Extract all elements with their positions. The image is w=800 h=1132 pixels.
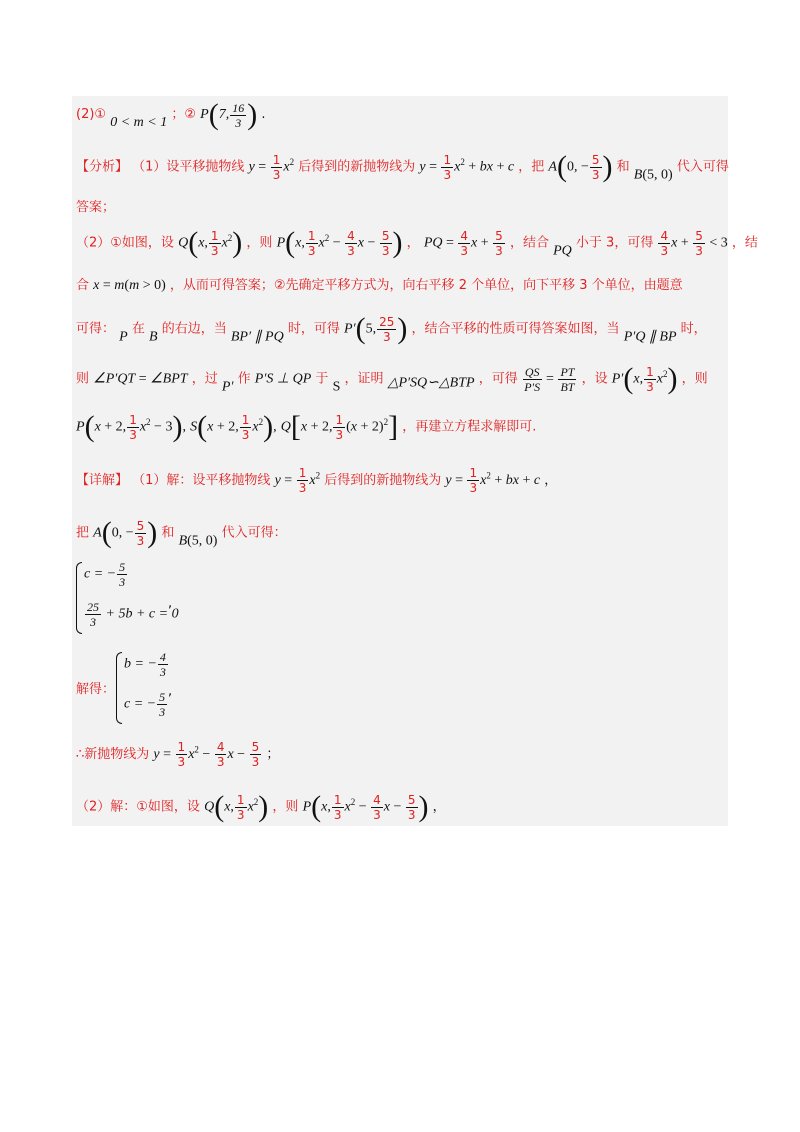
answer-range: 0 < m < 1 [110, 115, 168, 131]
system-1-comma: , [168, 596, 173, 611]
text: ， [432, 799, 446, 815]
analysis-line-1b [76, 196, 115, 215]
text: 时， [680, 321, 707, 337]
text: ，结 [731, 235, 758, 251]
analysis-line-5: 则 ∠P′QT = ∠BPT ，过 P′ 作 P′S ⊥ QP 于 S ，证明 △P′SQ∽△BTP ，可得 $\frac{QS}{P'S}$ = $\frac{PT}{BT}$ ，设 P′(x, $\frac{1}{3}$ $x^2$) ，则 [76, 362, 708, 395]
text: （2）①如图，设 [76, 235, 174, 251]
text: 后得到的新抛物线为 [324, 473, 442, 488]
text: ，再建立方程求解即可. [402, 419, 537, 435]
text: 解得： [76, 682, 116, 697]
text: （2）解：①如图，设 [76, 799, 200, 815]
system-brace-1 [76, 562, 82, 634]
system-2-eq-1: b = − $\frac{4}{3}$ [124, 650, 166, 679]
analysis-line-2: （2）①如图，设 Q(x, $\frac{1}{3}$ $x^2$) ，则 P(x, $\frac{1}{3}$ $x^2$ − $\frac{4}{3}$ x − $\frac{5}{3}$ ) ， PQ = $\frac{4}{3}$ x + $\frac{5}{3}$ ，结合 PQ 小于 3，可得 $\frac{4}{3}$ x + $\frac{5}{3}$ < 3 ，结 [76, 226, 758, 259]
system-brace-2 [116, 652, 122, 724]
text: ，可得 [478, 371, 518, 387]
solution-panel [72, 96, 728, 826]
text: ； [266, 747, 280, 762]
analysis-line-6: P(x + 2, $\frac{1}{3}$ $x^2 - 3$), S(x + 2, $\frac{1}{3}$ $x^2$), Q[x + 2, $\frac{1}{3}$ $(x + 2)^2$] ，再建立方程求解即可. [76, 410, 537, 443]
text: ，则 [246, 235, 273, 251]
text: 时，可得 [287, 321, 340, 337]
detail-tag: 【详解】 [76, 473, 129, 488]
text: ，结合 [509, 235, 549, 251]
system-1-eq-1: c = − $\frac{5}{3}$ [84, 560, 126, 589]
answer-line [76, 98, 266, 132]
text: ，则 [272, 799, 299, 815]
detail-line-1: 【详解】 （1）解：设平移抛物线 y = $\frac{1}{3}$ $x^2$ 后得到的新抛物线为 y = $\frac{1}{3}$ $x^2$ + bx + c ， [76, 466, 558, 495]
text: ，结合平移的性质可得答案如图，当 [411, 321, 620, 337]
text: ， [406, 235, 420, 251]
system-2-eq-2: c = − $\frac{5}{3}$ [124, 690, 166, 719]
text: 则 [76, 371, 90, 387]
text: 于 [315, 371, 329, 387]
answer-end: . [261, 107, 266, 123]
text: 在 [131, 321, 145, 337]
text: （1）设平移抛物线 [132, 159, 245, 175]
text: 把 [76, 525, 90, 541]
text: 的右边，当 [161, 321, 227, 337]
text: ，把 [518, 159, 545, 175]
detail-line-2: 把 A(0, − $\frac{5}{3}$ ) 和 B(5, 0) 代入可得： [76, 516, 287, 549]
analysis-line-4: 可得： P 在 B 的右边，当 BP′ ∥ PQ 时，可得 P′(5, $\frac{25}{3}$ ) ，结合平移的性质可得答案如图，当 P′Q ∥ BP 时， [76, 312, 707, 345]
text: ， [544, 473, 558, 488]
analysis-line-1: 【分析】 （1）设平移抛物线 y = $\frac{1}{3}$ $x^2$ 后得到的新抛物线为 y = $\frac{1}{3}$ $x^2$ + bx + c ，把 A(0, − $\frac{5}{3}$ ) 和 B(5, 0) 代入可得 [76, 150, 729, 183]
text: 和 [616, 159, 630, 175]
text: 和 [161, 525, 175, 541]
text: 答案； [76, 200, 116, 215]
text: 可得： [76, 321, 116, 337]
text: 作 [237, 371, 251, 387]
text: ，证明 [344, 371, 384, 387]
detail-line-5: （2）解：①如图，设 Q(x, $\frac{1}{3}$ $x^2$) ，则 P(x, $\frac{1}{3}$ $x^2$ − $\frac{4}{3}$ x − $\frac{5}{3}$ ) ， [76, 790, 446, 823]
analysis-tag: 【分析】 [76, 159, 129, 175]
analysis-line-3: 合 x = m(m > 0) ，从而可得答案；②先确定平移方式为，向右平移 2 个单位，向下平移 3 个单位，由题意 [76, 278, 683, 293]
text: ，则 [681, 371, 708, 387]
text: ，过 [191, 371, 218, 387]
system-2-comma: , [168, 684, 173, 699]
text: ，设 [581, 371, 608, 387]
answer-point: P(7, $\frac{16}{3}$ ) [200, 98, 258, 131]
detail-line-4: ∴新抛物线为 y = $\frac{1}{3}$ $x^2$ − $\frac{4}{3}$ x − $\frac{5}{3}$ ； [76, 740, 280, 769]
text: 代入可得： [221, 525, 287, 541]
system-1-eq-2: $\frac{25}{3}$ + 5b + c = 0 [87, 600, 179, 629]
answer-prefix: (2)① [76, 107, 107, 123]
text: 代入可得 [676, 159, 729, 175]
text: 合 [76, 278, 90, 293]
detail-line-3 [76, 678, 115, 697]
answer-sep: ；② [171, 107, 197, 123]
text: ∴新抛物线为 [76, 747, 150, 762]
text: 小于 3，可得 [575, 235, 654, 251]
text: 后得到的新抛物线为 [298, 159, 416, 175]
text: （1）解：设平移抛物线 [132, 473, 271, 488]
text: ，从而可得答案；②先确定平移方式为，向右平移 2 个单位，向下平移 3 个单位，由题意 [169, 278, 683, 293]
